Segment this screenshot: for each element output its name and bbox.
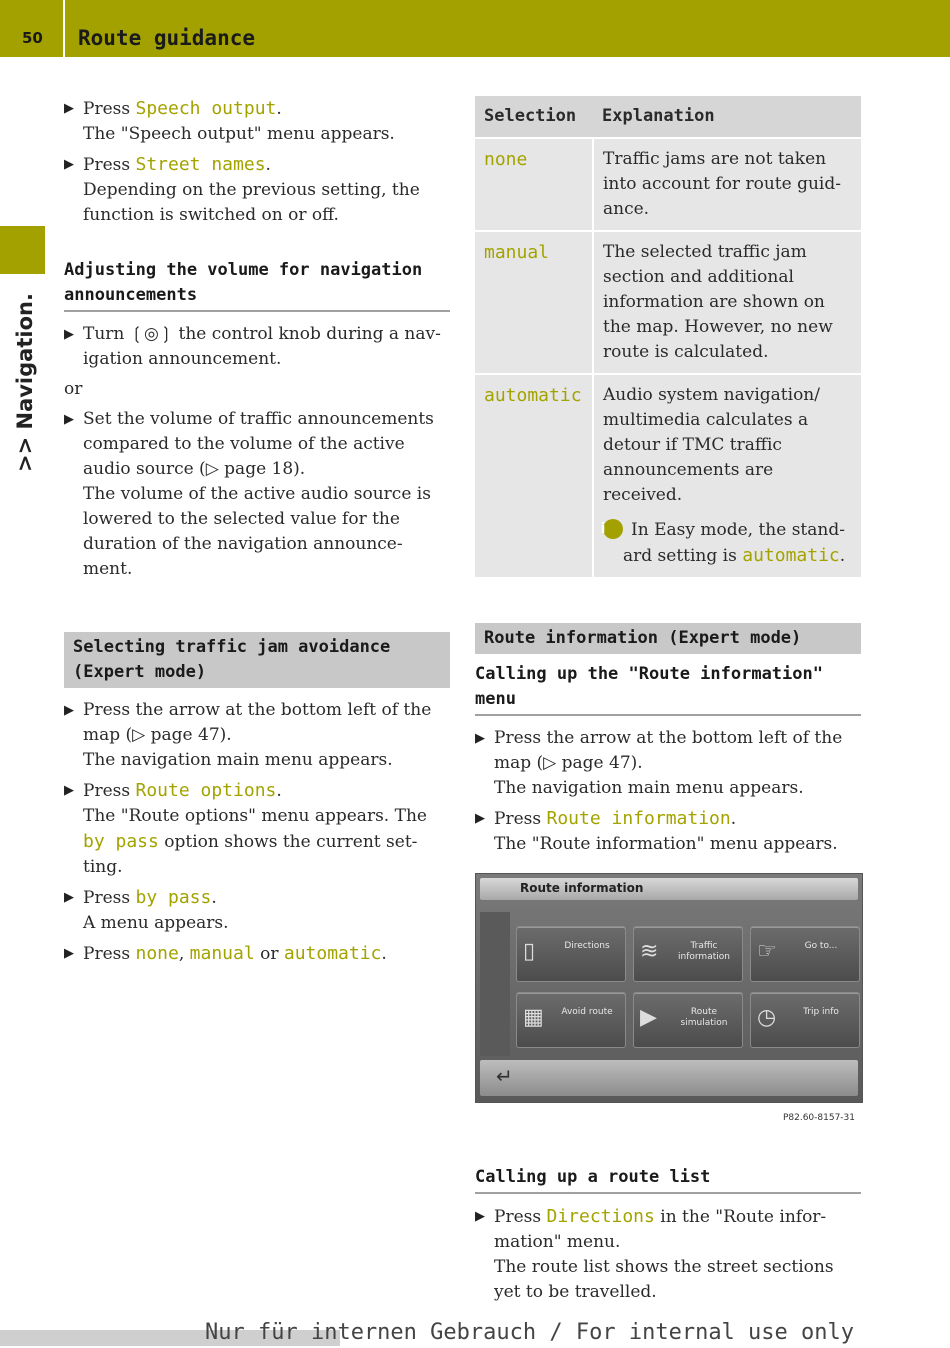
- selection-table: [475, 96, 861, 579]
- step-text: Press: [83, 944, 136, 964]
- step-bullet-icon: ▶: [64, 703, 74, 718]
- header-divider: [63, 0, 65, 57]
- note-text: .: [839, 546, 846, 566]
- page-header: [0, 0, 950, 57]
- heading-adjust-volume: Adjusting the volume for navigation announcements: [64, 258, 450, 312]
- tile-label: Go to...: [804, 941, 838, 951]
- selection-value: none: [484, 149, 528, 170]
- info-icon: i: [603, 519, 623, 539]
- section-tab-marker: [0, 226, 45, 274]
- step-text: .: [276, 99, 282, 119]
- right-column: [475, 96, 861, 1305]
- menu-item-route-options: Route options: [135, 780, 277, 801]
- page-title: Route guidance: [78, 26, 256, 50]
- route-information-screenshot: [475, 873, 863, 1103]
- table-header-row: [475, 96, 861, 138]
- note-text: In Easy mode, the stand-ard setting is: [623, 520, 845, 566]
- step-bullet-icon: ▶: [64, 101, 74, 116]
- table-header-selection: Selection: [475, 96, 593, 138]
- step-text: Press the arrow at the bottom left of the map (▷ page 47).: [494, 728, 843, 773]
- easy-mode-note: [600, 518, 852, 569]
- heading-traffic-jam-avoidance: Selecting traffic jam avoidance (Expert mode): [64, 632, 450, 688]
- step-text: .: [265, 155, 271, 175]
- selection-value: manual: [484, 242, 550, 263]
- step-text: .: [211, 888, 217, 908]
- internal-use-watermark: Nur für internen Gebrauch / For internal use only: [205, 1320, 855, 1345]
- step-result: A menu appears.: [83, 913, 229, 933]
- option-by-pass: by pass: [83, 831, 159, 852]
- menu-item-speech-output: Speech output: [135, 98, 277, 119]
- step-text: Set the volume of traffic announcements compared to the volume of the active audio source (▷ page 18).: [83, 409, 434, 479]
- step-choose-mode: [64, 941, 450, 967]
- step-bullet-icon: ▶: [64, 157, 74, 172]
- table-row: [475, 138, 861, 231]
- step-result: The "Route options" menu appears. The: [83, 806, 427, 826]
- step-bullet-icon: ▶: [475, 731, 485, 746]
- page-number: 50: [22, 29, 43, 47]
- option-automatic: automatic: [283, 943, 382, 964]
- menu-item-directions: Directions: [546, 1206, 655, 1227]
- step-text: Press: [83, 155, 136, 175]
- step-text: Press the arrow at the bottom left of the map (▷ page 47).: [83, 700, 432, 745]
- step-text: Press: [494, 1207, 547, 1227]
- step-text: .: [276, 781, 282, 801]
- step-result: The route list shows the street sections yet to be travelled.: [494, 1257, 834, 1302]
- step-bullet-icon: ▶: [64, 783, 74, 798]
- clock-icon: ◷: [757, 1005, 777, 1030]
- tile-label: Avoid route: [561, 1007, 613, 1017]
- step-text: ,: [178, 944, 190, 964]
- step-press-arrow: [64, 698, 450, 773]
- tile-trip-info[interactable]: [750, 992, 860, 1048]
- step-bullet-icon: ▶: [64, 946, 74, 961]
- step-bullet-icon: ▶: [64, 890, 74, 905]
- menu-item-street-names: Street names: [135, 154, 266, 175]
- step-directions: [475, 1204, 861, 1305]
- play-icon: ▶: [640, 1005, 657, 1030]
- step-result: The navigation main menu appears.: [83, 750, 393, 770]
- menu-item-route-information: Route information: [546, 808, 731, 829]
- step-set-volume: [64, 407, 450, 582]
- step-text: in the "Route infor-mation" menu.: [494, 1207, 827, 1252]
- option-manual: manual: [189, 943, 255, 964]
- directions-icon: ▯: [523, 939, 536, 964]
- step-speech-output: [64, 96, 450, 147]
- step-text: or: [254, 944, 284, 964]
- screen-bottom-bar: [480, 1060, 858, 1096]
- section-tab-label: >> Navigation.: [13, 293, 37, 472]
- step-turn-knob: [64, 322, 450, 372]
- selection-value: automatic: [484, 385, 582, 406]
- step-bullet-icon: ▶: [64, 412, 74, 427]
- step-street-names: [64, 152, 450, 228]
- figure-code: P82.60-8157-31: [782, 1113, 855, 1123]
- tile-route-simulation[interactable]: [633, 992, 743, 1048]
- step-text: Press: [83, 888, 136, 908]
- step-result: option shows the current set-ting.: [83, 832, 418, 877]
- step-route-information: [475, 806, 861, 857]
- option-none: none: [135, 943, 179, 964]
- step-text: Press: [494, 809, 547, 829]
- explanation-text: Audio system navigation/ multimedia calculates a detour if TMC traffic announcements are received.: [603, 385, 820, 505]
- step-by-pass: [64, 885, 450, 936]
- step-text: .: [381, 944, 387, 964]
- tile-go-to[interactable]: [750, 926, 860, 982]
- table-header-explanation: Explanation: [593, 96, 861, 138]
- table-row: [475, 231, 861, 374]
- tile-traffic-information[interactable]: [633, 926, 743, 982]
- screen-title: Route information: [520, 881, 644, 895]
- heading-route-list: Calling up a route list: [475, 1165, 861, 1194]
- tile-label: Route simulation: [680, 1007, 728, 1028]
- step-bullet-icon: ▶: [475, 1209, 485, 1224]
- step-text: Press: [83, 781, 136, 801]
- step-route-options: [64, 778, 450, 880]
- traffic-icon: ≋: [640, 939, 659, 964]
- tile-label: Trip info: [803, 1007, 839, 1017]
- screen-left-panel: [480, 912, 510, 1056]
- tile-avoid-route[interactable]: [516, 992, 626, 1048]
- back-arrow-icon[interactable]: ↵: [496, 1064, 513, 1088]
- step-result: The navigation main menu appears.: [494, 778, 804, 798]
- step-result: Depending on the previous setting, the function is switched on or off.: [83, 180, 420, 225]
- tile-label: Traffic information: [678, 941, 730, 962]
- heading-calling-route-info: Calling up the "Route information" menu: [475, 662, 861, 716]
- heading-route-information: Route information (Expert mode): [475, 623, 861, 654]
- hand-pointer-icon: ☞: [757, 939, 777, 964]
- tile-label: Directions: [564, 941, 610, 951]
- step-result: The "Speech output" menu appears.: [83, 124, 395, 144]
- step-bullet-icon: ▶: [64, 327, 74, 342]
- step-result: The "Route information" menu appears.: [494, 834, 838, 854]
- tile-directions[interactable]: [516, 926, 626, 982]
- explanation-text: Traffic jams are not taken into account for route guid-ance.: [603, 149, 841, 219]
- step-text: Turn ❲◎❳ the control knob during a nav-igation announcement.: [83, 324, 441, 369]
- avoid-route-icon: ▦: [523, 1005, 544, 1030]
- step-text: .: [730, 809, 737, 829]
- step-press-arrow: [475, 726, 861, 801]
- explanation-text: The selected traffic jam section and additional information are shown on the map. However, no new route is calculated.: [603, 242, 833, 362]
- left-column: [64, 96, 450, 967]
- step-bullet-icon: ▶: [475, 811, 485, 826]
- note-highlight: automatic: [742, 545, 840, 566]
- or-label: or: [64, 379, 83, 399]
- menu-item-by-pass: by pass: [135, 887, 212, 908]
- step-result: The volume of the active audio source is lowered to the selected value for the duration of the navigation announce-ment.: [83, 484, 431, 579]
- table-row: [475, 374, 861, 578]
- step-text: Press: [83, 99, 136, 119]
